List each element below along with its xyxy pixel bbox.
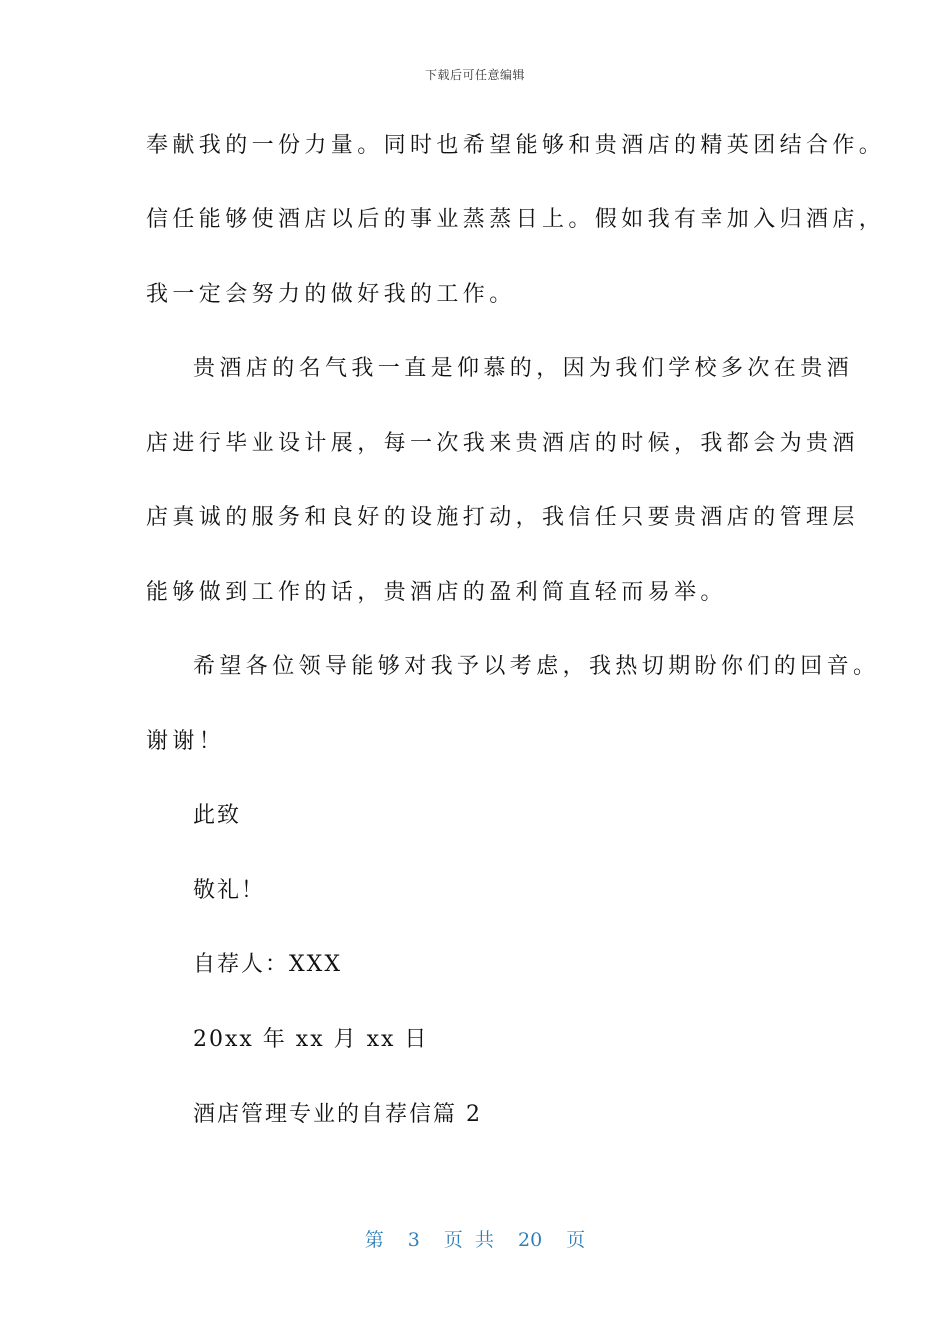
next-section-title: 酒店管理专业的自荐信篇 2	[193, 1102, 482, 1127]
body-line-3: 我一定会努力的做好我的工作。	[146, 282, 516, 307]
closing-regards: 敬礼！	[193, 878, 266, 903]
body-line-8: 希望各位领导能够对我予以考虑，我热切期盼你们的回音。	[193, 654, 880, 679]
body-line-7: 能够做到工作的话，贵酒店的盈利简直轻而易举。	[146, 580, 727, 605]
footer-suffix: 页	[566, 1229, 586, 1251]
footer-total-pages: 20	[518, 1229, 543, 1251]
footer-prefix: 第	[364, 1229, 384, 1251]
body-line-1: 奉献我的一份力量。同时也希望能够和贵酒店的精英团结合作。	[146, 133, 886, 158]
closing-salutation: 此致	[193, 803, 242, 828]
body-line-6: 店真诚的服务和良好的设施打动，我信任只要贵酒店的管理层	[146, 505, 859, 530]
closing-signer: 自荐人：XXX	[193, 952, 342, 977]
body-line-4: 贵酒店的名气我一直是仰慕的，因为我们学校多次在贵酒	[193, 356, 854, 381]
body-line-9: 谢谢！	[146, 729, 226, 754]
page-number-footer	[0, 1225, 950, 1252]
closing-date: 20xx 年 xx 月 xx 日	[193, 1027, 429, 1052]
body-line-5: 店进行毕业设计展，每一次我来贵酒店的时候，我都会为贵酒	[146, 431, 859, 456]
page-header-note: 下载后可任意编辑	[424, 68, 525, 82]
body-line-2: 信任能够使酒店以后的事业蒸蒸日上。假如我有幸加入归酒店，	[146, 207, 886, 232]
footer-page-number: 3	[407, 1229, 420, 1251]
footer-mid: 页 共	[443, 1229, 494, 1251]
